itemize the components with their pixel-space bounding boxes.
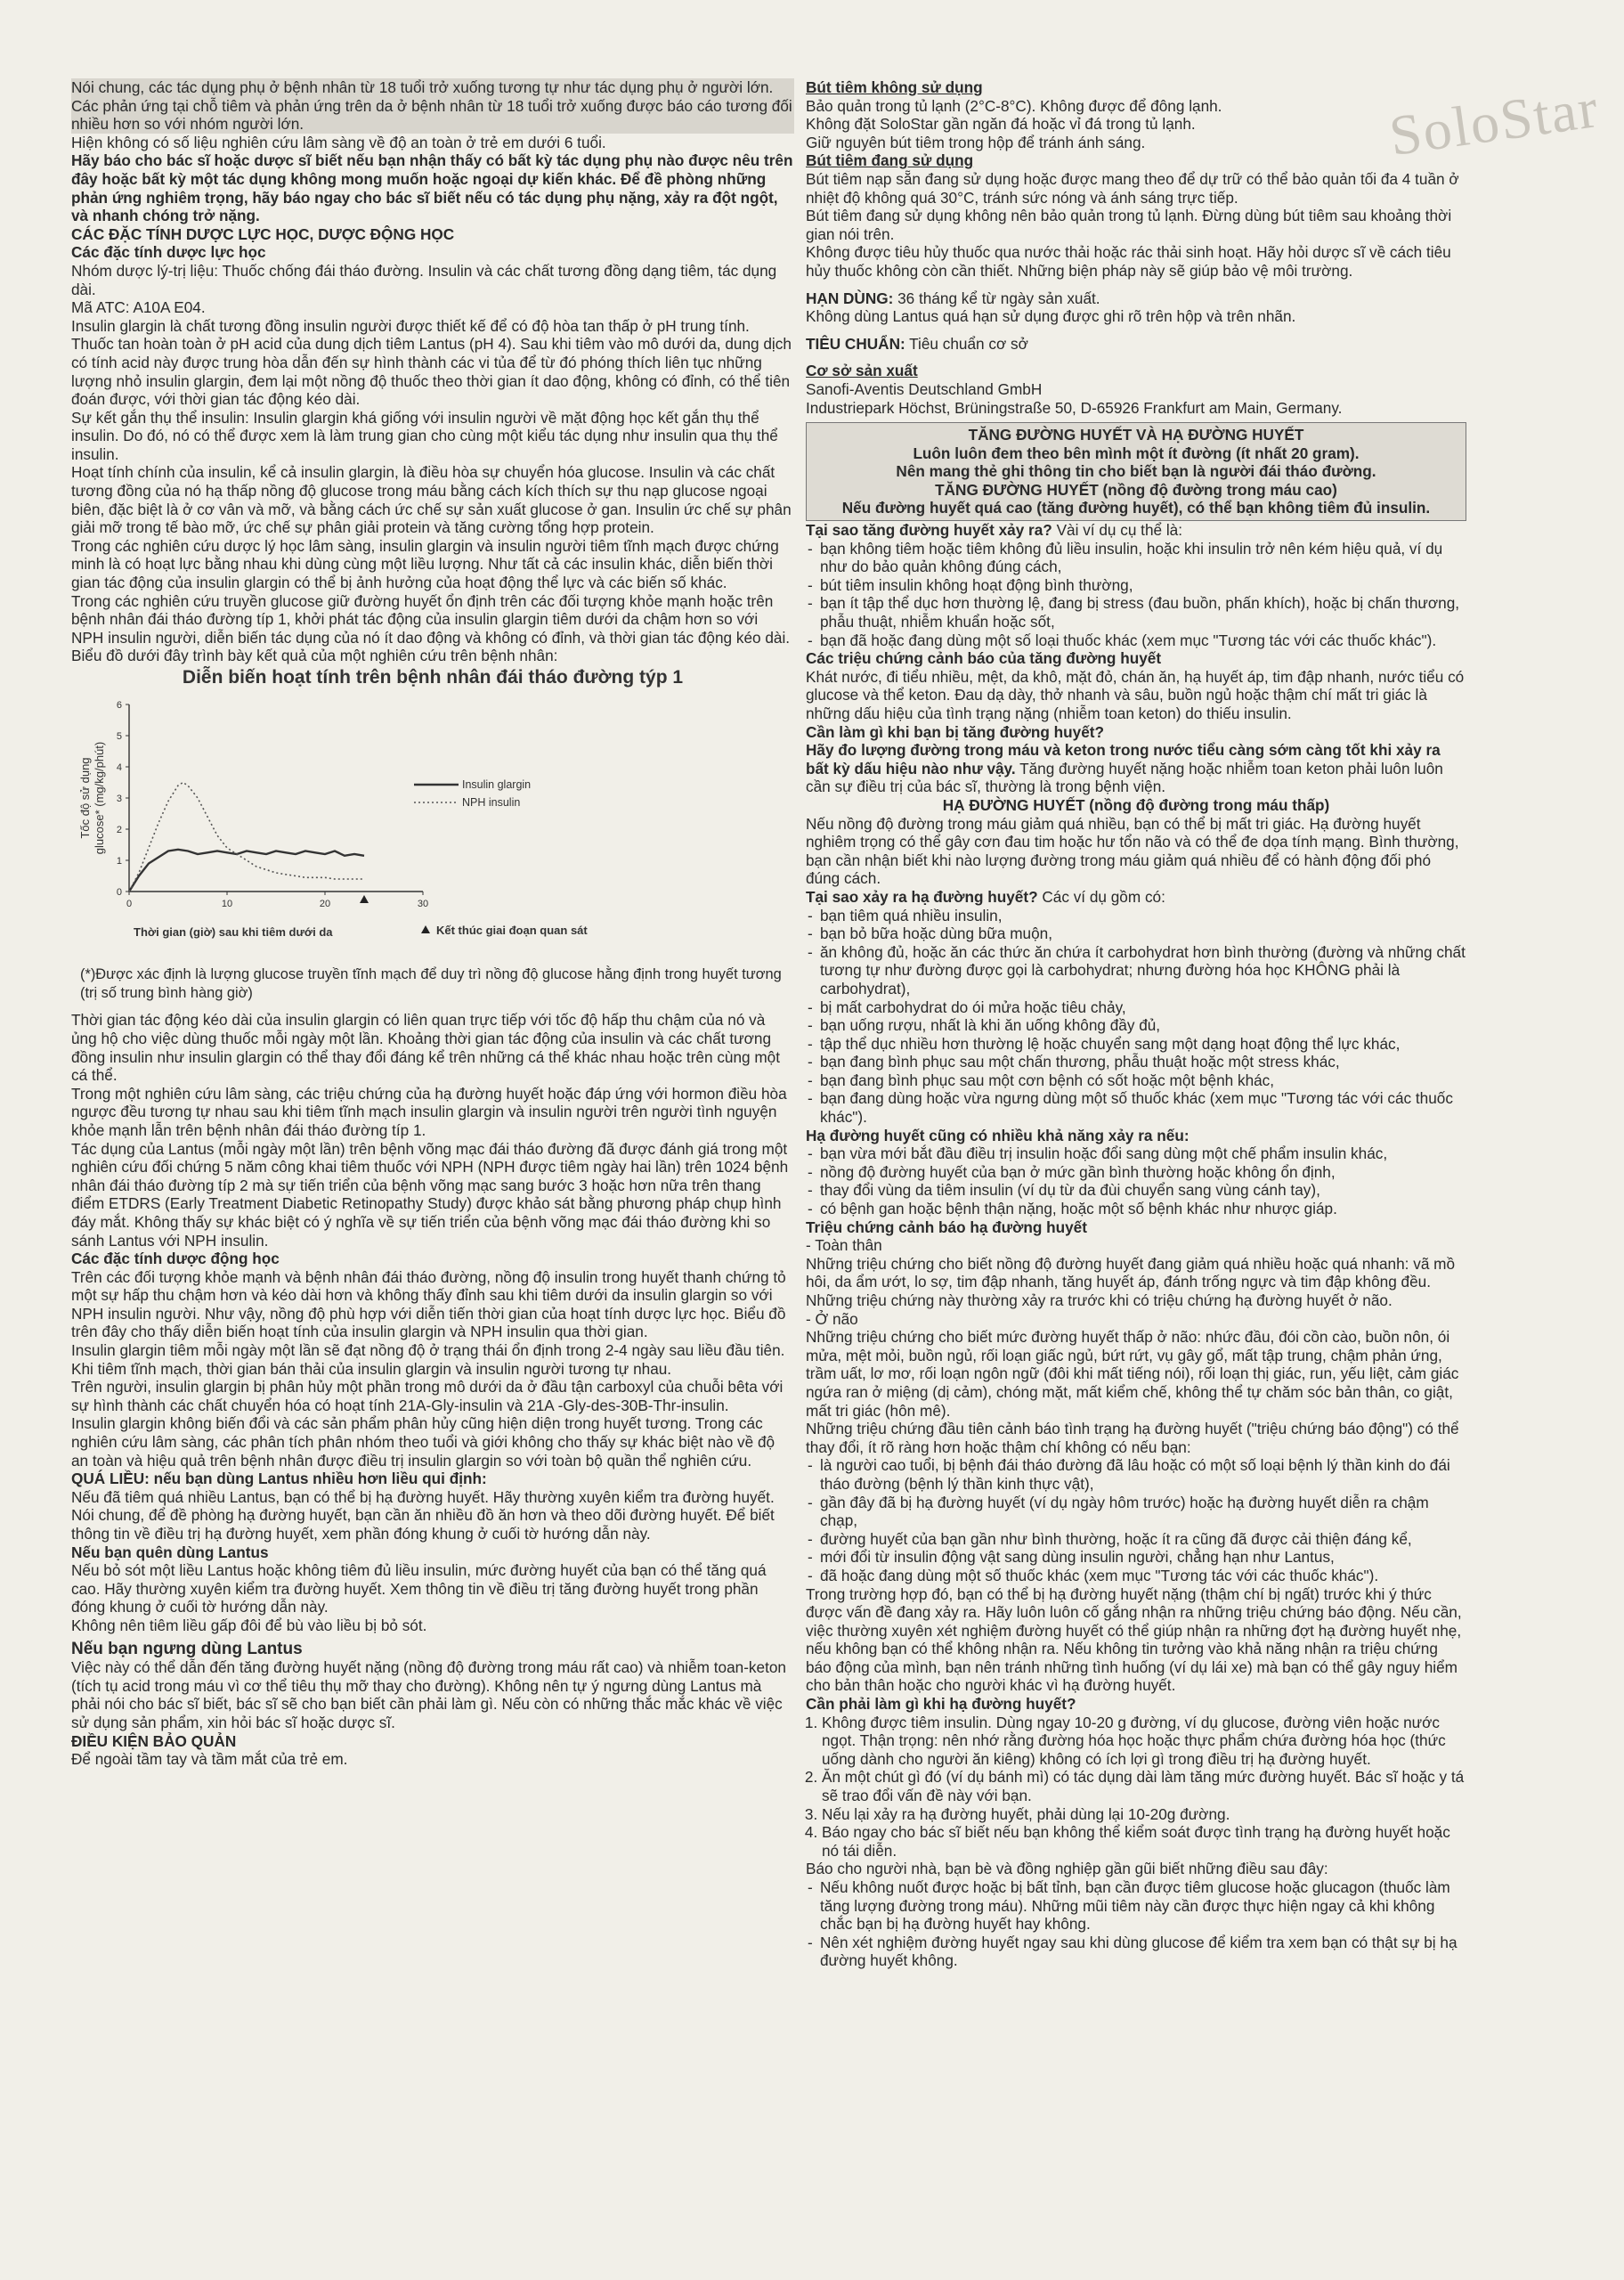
subsection-heading: Cần phải làm gì khi hạ đường huyết? <box>806 1695 1076 1714</box>
hypo-steps-list <box>806 1714 1466 1861</box>
paragraph-mixed <box>806 741 1466 796</box>
paragraph: Nếu bỏ sót một liều Lantus hoặc không tiêm đủ liều insulin, mức đường huyết của bạn có thể tăng quá cao. Hãy thường xuyên kiểm tra đường huyết. Xem thông tin về điều trị tăng đường huyết trong phần đóng khung ở cuối tờ hướng dẫn này. <box>71 1561 767 1616</box>
sub-label: - Ở não <box>806 1309 858 1328</box>
list-item: - bạn tiêm quá nhiều insulin, <box>806 907 1466 925</box>
paragraph: Bút tiêm đang sử dụng không nên bảo quản trong tủ lạnh. Đừng dùng bút tiêm sau khoảng thời gian nói trên. <box>806 207 1452 243</box>
standard-line <box>806 335 1466 354</box>
paragraph: Trong trường hợp đó, bạn có thể bị hạ đường huyết nặng (thậm chí bị ngất) trước khi ý thức được vấn đề đang xảy ra. Hãy luôn luôn cố gắng nhận ra những triệu chứng báo động. Nếu cần, việc thường xuyên xét nghiệm đường huyết có thể giúp nhận ra những đợt hạ đường huyết nhẹ, nếu không bạn có thể không nhận ra. Nếu không tin tưởng vào khả năng nhận ra triệu chứng báo động của mình, bạn nên tránh những tình huống (ví dụ lái xe) mà bạn có thể gây nguy hiểm cho bản thân hoặc cho người khác vì hạ đường huyết. <box>806 1584 1462 1695</box>
list-item: - có bệnh gan hoặc bệnh thận nặng, hoặc một số bệnh khác như nhược giáp. <box>806 1200 1466 1218</box>
question-line <box>806 521 1466 540</box>
expiry-label: HẠN DÙNG: <box>806 289 894 307</box>
question-line <box>806 888 1466 907</box>
list-item: - mới đổi từ insulin động vật sang dùng insulin người, chẳng hạn như Lantus, <box>806 1548 1466 1567</box>
instruction-tail: Tăng đường huyết nặng hoặc nhiễm toan keton phải luôn luôn cần sự điều trị của bác sĩ, thường là trong bệnh viện. <box>806 759 1443 796</box>
paragraph: Trong các nghiên cứu dược lý học lâm sàng, insulin glargin và insulin người tiêm tĩnh mạch được chứng minh là có hoạt lực bằng nhau khi dùng cùng một liều lượng. Như tất cả các insulin khác, diễn biến thời gian tác động của insulin glargin có thể bị ảnh hưởng của hoạt động thể lực và các biến số khác. <box>71 536 779 592</box>
paragraph: Khát nước, đi tiểu nhiều, mệt, da khô, mặt đỏ, chán ăn, hạ huyết áp, tim đập nhanh, nước tiểu có glucose và thể keton. Đau dạ dày, thở nhanh và sâu, buồn ngủ hoặc thậm chí mất tri giác là những dấu hiệu của tình trạng nặng (nhiễm toan keton) do thiếu insulin. <box>806 667 1465 722</box>
list-item: 3. Nếu lại xảy ra hạ đường huyết, phải dùng lại 10-20g đường. <box>822 1805 1466 1824</box>
paragraph: Giữ nguyên bút tiêm trong hộp để tránh ánh sáng. <box>806 133 1146 151</box>
y-tick-label: 6 <box>116 699 122 711</box>
paragraph: Trong các nghiên cứu truyền glucose giữ đường huyết ổn định trên các đối tượng khỏe mạnh hoặc trên bệnh nhân đái tháo đường típ 1, khởi phát tác động của insulin glargin tiêm dưới da chậm hơn so với NPH insulin người, diễn biến tác dụng của nó ít dao động và không có đỉnh, và thời gian tác động kéo dài. <box>71 591 791 647</box>
standard-value: Tiêu chuẩn cơ sở <box>905 334 1028 353</box>
paragraph: Nói chung, các tác dụng phụ ở bệnh nhân từ 18 tuổi trở xuống tương tự như tác dụng phụ ở người lớn. Các phản ứng tại chỗ tiêm và phản ứng trên da ở bệnh nhân từ 18 tuổi trở xuống được báo cáo tương đối nhiều hơn so với nhóm người lớn. <box>71 78 794 134</box>
end-marker-label: Kết thúc giai đoạn quan sát <box>436 923 588 937</box>
list-item: - bạn bỏ bữa hoặc dùng bữa muộn, <box>806 924 1466 943</box>
hyper-causes-list <box>806 540 1466 650</box>
hypo-causes-list <box>806 907 1466 1127</box>
end-marker-arrow <box>360 895 369 903</box>
legend-label: Insulin glargin <box>462 778 532 791</box>
y-axis-label: Tốc độ sử dụng <box>78 757 92 839</box>
paragraph: Những triệu chứng đầu tiên cảnh báo tình trạng hạ đường huyết ("triệu chứng báo động") có thể thay đổi, ít rõ ràng hơn hoặc thậm chí không có nếu bạn: <box>806 1420 1459 1456</box>
chart-title: Diễn biến hoạt tính trên bệnh nhân đái tháo đường týp 1 <box>182 667 684 688</box>
section-heading: ĐIỀU KIỆN BẢO QUẢN <box>71 1731 237 1750</box>
question: Tại sao tăng đường huyết xảy ra? <box>806 521 1052 540</box>
legend-label: NPH insulin <box>462 795 521 809</box>
expiry-line <box>806 289 1466 308</box>
list-item: - bút tiêm insulin không hoạt động bình thường, <box>806 576 1466 595</box>
list-item: - bạn vừa mới bắt đầu điều trị insulin hoặc đổi sang dùng một chế phẩm insulin khác, <box>806 1144 1466 1163</box>
y-tick-label: 4 <box>116 761 122 773</box>
paragraph: Khi tiêm tĩnh mạch, thời gian bán thải của insulin glargin và insulin người tương tự nhau. <box>71 1359 672 1378</box>
paragraph: Không được tiêu hủy thuốc qua nước thải hoặc rác thải sinh hoạt. Hãy hỏi dược sĩ về cách tiêu hủy thuốc không còn cần thiết. Những biện pháp này sẽ giúp bảo vệ môi trường. <box>806 243 1451 280</box>
y-axis-label: glucose* (mg/kg/phút) <box>93 741 106 854</box>
x-axis-label: Thời gian (giờ) sau khi tiêm dưới da <box>134 924 333 939</box>
manufacturer-heading: Cơ sở sản xuất <box>806 362 918 380</box>
paragraph: Hiện không có số liệu nghiên cứu lâm sàng về độ an toàn ở trẻ em dưới 6 tuổi. <box>71 133 606 151</box>
box-line: Luôn luôn đem theo bên mình một ít đường (ít nhất 20 gram). <box>913 444 1360 462</box>
subsection-heading: Nếu bạn ngưng dùng Lantus <box>71 1639 303 1658</box>
paragraph: Những triệu chứng cho biết nồng độ đường huyết đang giảm quá nhiều hoặc quá nhanh: vã mồ hôi, da ẩm ướt, lo sợ, tim đập nhanh, tăng huyết áp, đánh trống ngực và tim đập không đều. Những triệu chứng này thường xảy ra trước khi có triệu chứng hạ đường huyết ở não. <box>806 1254 1456 1309</box>
list-item: - bạn ít tập thể dục hơn thường lệ, đang bị stress (đau buồn, phấn khích), hoặc bị chấn thương, phẫu thuật, nhiễm khuẩn hoặc sốt, <box>806 594 1466 631</box>
standard-label: TIÊU CHUẨN: <box>806 334 905 353</box>
y-tick-label: 3 <box>116 793 122 804</box>
question-tail: Các ví dụ gồm có: <box>1037 887 1165 906</box>
list-item: - bạn đang bình phục sau một chấn thương, phẫu thuật hoặc một stress khác, <box>806 1053 1466 1071</box>
list-item: - bị mất carbohydrat do ói mửa hoặc tiêu chảy, <box>806 998 1466 1017</box>
paragraph: Không dùng Lantus quá hạn sử dụng được ghi rõ trên hộp và trên nhãn. <box>806 307 1296 326</box>
warning-paragraph: Hãy báo cho bác sĩ hoặc dược sĩ biết nếu bạn nhận thấy có bất kỳ tác dụng phụ nào được nêu trên đây hoặc bất kỳ một tác dụng không mong muốn hoặc ngoại dự kiến khác. Để đề phòng những phản ứng nghiêm trọng, hãy báo ngay cho bác sĩ biết nếu có tác dụng phụ nặng, xảy ra đột ngột, và nhanh chóng trở nặng. <box>71 151 793 225</box>
chart-footnote: (*)Được xác định là lượng glucose truyền tĩnh mạch để duy trì nồng độ glucose hằng định trong huyết tương (trị số trung bình hàng giờ) <box>80 966 782 1001</box>
section-heading: CÁC ĐẶC TÍNH DƯỢC LỰC HỌC, DƯỢC ĐỘNG HỌC <box>71 224 455 243</box>
paragraph: Bút tiêm nạp sẵn đang sử dụng hoặc được mang theo để dự trữ có thể bảo quản tối đa 4 tuần ở nhiệt độ không quá 30°C, tránh sức nóng và ánh sáng trực tiếp. <box>806 169 1459 207</box>
paragraph: Nhóm dược lý-trị liệu: Thuốc chống đái tháo đường. Insulin và các chất tương đồng dạng tiêm, tác dụng dài. <box>71 261 777 298</box>
box-line: TĂNG ĐƯỜNG HUYẾT (nồng độ đường trong máu cao) <box>935 480 1337 499</box>
subsection-heading: Các đặc tính dược lực học <box>71 243 266 262</box>
paragraph: Sự kết gắn thụ thể insulin: Insulin glargin khá giống với insulin người về mặt động học kết gắn thụ thể insulin. Do đó, nó có thể được xem là làm trung gian cho cùng một kiểu tác dụng như insulin qua thụ thể insulin. <box>71 408 778 463</box>
box-line: Nên mang thẻ ghi thông tin cho biết bạn là người đái tháo đường. <box>896 462 1376 481</box>
subsection-heading: Hạ đường huyết cũng có nhiều khả năng xảy ra nếu: <box>806 1126 1190 1144</box>
x-tick-label: 20 <box>319 898 331 909</box>
list-item: - gần đây đã bị hạ đường huyết (ví dụ ngày hôm trước) hoặc hạ đường huyết diễn ra chậm chạp, <box>806 1494 1466 1530</box>
left-column <box>71 78 794 1769</box>
x-tick-label: 0 <box>126 898 133 909</box>
paragraph: Insulin glargin không biến đổi và các sản phẩm phân hủy cũng hiện diện trong huyết tương. Trong các nghiên cứu lâm sàng, các phân tích phân nhóm theo tuổi và giới không cho thấy sự khác biệt nào về độ an toàn và hiệu quả trên bệnh nhân được điều trị insulin glargin so với toàn bộ quần thể nghiên cứu. <box>71 1414 775 1470</box>
list-item: 2. Ăn một chút gì đó (ví dụ bánh mì) có tác dụng dài làm tăng mức đường huyết. Bác sĩ hoặc y tá sẽ trao đổi vấn đề này với bạn. <box>822 1768 1466 1804</box>
expiry-value: 36 tháng kể từ ngày sản xuất. <box>893 289 1100 307</box>
right-column <box>806 78 1466 1970</box>
subsection-heading: Bút tiêm đang sử dụng <box>806 151 974 170</box>
paragraph: Việc này có thể dẫn đến tăng đường huyết nặng (nồng độ đường trong máu rất cao) và nhiễm toan-keton (tích tụ acid trong máu vì cơ thể tiêu thụ mỡ thay cho đường). Không nên tự ý ngưng dùng Lantus mà phải nói cho bác sĩ biết, bác sĩ sẽ cho bạn biết cần phải làm gì. Nếu còn có những thắc mắc khác về việc sử dụng sản phẩm, xin hỏi bác sĩ hoặc dược sĩ. <box>71 1658 786 1731</box>
paragraph: Trong một nghiên cứu lâm sàng, các triệu chứng của hạ đường huyết hoặc đáp ứng với hormon điều hòa ngược đều tương tự nhau sau khi tiêm tĩnh mạch insulin glargin và insulin người trên người tình nguyện khỏe mạnh lẫn trên bệnh nhân đái tháo đường típ 1. <box>71 1084 787 1139</box>
series-line-glargin <box>129 849 364 891</box>
list-item: - thay đổi vùng da tiêm insulin (ví dụ từ da đùi chuyển sang vùng cánh tay), <box>806 1181 1466 1200</box>
y-tick-label: 0 <box>116 886 122 898</box>
list-item: - là người cao tuổi, bị bệnh đái tháo đường đã lâu hoặc có một số loại bệnh lý thần kinh do đái tháo đường (bệnh lý thần kinh thực vật), <box>806 1456 1466 1493</box>
paragraph: Tác dụng của Lantus (mỗi ngày một lần) trên bệnh võng mạc đái tháo đường đã được đánh giá trong một nghiên cứu đối chứng 5 năm công khai tiêm thuốc với NPH (NPH được tiêm ngày hai lần) trên 1024 bệnh nhân đái tháo đường típ 2 mà sự tiến triển của bệnh võng mạc sang bước 3 hoặc hơn nữa trên thang điểm ETDRS (Early Treatment Diabetic Retinopathy Study) được khảo sát bằng phương pháp chụp hình đáy mắt. Không thấy sự khác biệt có ý nghĩa về sự tiến triển của bệnh võng mạc đái tháo đường khi so sánh Lantus với NPH insulin. <box>71 1139 789 1250</box>
paragraph: Báo cho người nhà, bạn bè và đồng nghiệp gần gũi biết những điều sau đây: <box>806 1860 1328 1878</box>
list-item: - bạn đang dùng hoặc vừa ngưng dùng một số thuốc khác (xem mục "Tương tác với các thuốc khác"). <box>806 1089 1466 1126</box>
paragraph: Nếu nồng độ đường trong máu giảm quá nhiều, bạn có thể bị mất tri giác. Hạ đường huyết nghiêm trọng có thể gây cơn đau tim hoặc hư tổn não và có thể đe dọa tính mạng. Bình thường, bạn cần nhận biết khi nào lượng đường trong máu giảm quá nhiều để có hành động đối phó đúng cách. <box>806 814 1459 888</box>
subsection-heading: Các đặc tính dược động học <box>71 1250 280 1268</box>
list-item: - Nếu không nuốt được hoặc bị bất tỉnh, bạn cần được tiêm glucose hoặc glucagon (thuốc làm tăng lượng đường trong máu). Những mũi tiêm này cần được thực hiện ngay cả khi không chắc bạn bị hạ đường huyết hay không. <box>806 1878 1466 1934</box>
manufacturer-address: Industriepark Höchst, Brüningstraße 50, D-65926 Frankfurt am Main, Germany. <box>806 398 1343 417</box>
hypo-heading: HẠ ĐƯỜNG HUYẾT (nồng độ đường trong máu thấp) <box>942 795 1330 814</box>
x-tick-label: 10 <box>221 898 233 909</box>
y-tick-label: 1 <box>116 855 122 867</box>
activity-chart <box>71 669 794 962</box>
paragraph: Thời gian tác động kéo dài của insulin glargin có liên quan trực tiếp với tốc độ hấp thu chậm của nó và ủng hộ cho việc dùng thuốc mỗi ngày một lần. Khoảng thời gian tác động của insulin và các chất tương đồng insulin như insulin glargin có thể thay đổi đáng kể trên những cá thể khác nhau hoặc trên cùng một cá thể. <box>71 1011 781 1085</box>
paragraph: Mã ATC: A10A E04. <box>71 298 206 317</box>
list-item: 1. Không được tiêm insulin. Dùng ngay 10-20 g đường, ví dụ glucose, đường viên hoặc nước ngọt. Thận trọng: nên nhớ rằng đường hóa học hoặc thực phẩm chứa đường hóa học (thức uống dành cho người ăn kiêng) không có ích lợi gì trong điều trị hạ đường huyết. <box>822 1714 1466 1769</box>
subsection-heading: Cần làm gì khi bạn bị tăng đường huyết? <box>806 722 1105 741</box>
paragraph: Những triệu chứng cho biết mức đường huyết thấp ở não: nhức đầu, đói cồn cào, buồn nôn, ói mửa, mệt mỏi, buồn ngủ, rối loạn giấc ngủ, bứt rứt, vụ gây gổ, mất tập trung, chậm phản ứng, trầm uất, lơ mơ, rối loạn ngôn ngữ (đôi khi mất tiếng nói), rối loạn thị giác, run, yếu liệt, cảm giác ngứa ran ở miệng (dị cảm), chóng mặt, mất kiểm chế, không thể tự chăm sóc bản thân, co giật, mất tri giác (hôn mê). <box>806 1328 1459 1420</box>
y-tick-label: 5 <box>116 730 122 742</box>
subsection-heading: Nếu bạn quên dùng Lantus <box>71 1543 269 1561</box>
hypo-likely-list <box>806 1144 1466 1217</box>
series-line-nph <box>129 782 364 892</box>
list-item: - bạn uống rượu, nhất là khi ăn uống không đầy đủ, <box>806 1016 1466 1035</box>
legend-end-arrow <box>421 925 430 933</box>
paragraph: Nếu đã tiêm quá nhiều Lantus, bạn có thể bị hạ đường huyết. Hãy thường xuyên kiểm tra đường huyết. Nói chung, để đề phòng hạ đường huyết, bạn cần ăn nhiều đồ ăn hơn và theo dõi đường huyết. Để biết thông tin về điều trị hạ đường huyết, xem phần đóng khung ở cuối tờ hướng dẫn này. <box>71 1487 775 1543</box>
sub-label: - Toàn thân <box>806 1236 882 1255</box>
list-item: - ăn không đủ, hoặc ăn các thức ăn chứa ít carbohydrat hơn bình thường (đường và những chất tương tự như đường được gọi là carbohydrat; nhưng đường hóa học KHÔNG phải là carbohydrat), <box>806 943 1466 998</box>
section-heading: QUÁ LIỀU: nếu bạn dùng Lantus nhiều hơn liều qui định: <box>71 1470 487 1488</box>
list-item: 4. Báo ngay cho bác sĩ biết nếu bạn không thể kiểm soát được tình trạng hạ đường huyết hoặc nó tái diễn. <box>822 1823 1466 1860</box>
paragraph: Hoạt tính chính của insulin, kể cả insulin glargin, là điều hòa sự chuyển hóa glucose. Insulin và các chất tương đồng của nó hạ thấp nồng độ glucose trong máu bằng cách kích thích sự thu nạp glucose ngoại biên, đặc biệt là ở cơ vân và mỡ, và bằng cách ức chế sự sản xuất glucose ở gan. Insulin ức chế sự phân giải mỡ trong tế bào mỡ, ức chế sự phân giải protein và tăng cường tổng hợp protein. <box>71 463 792 537</box>
bold-instruction: Hãy đo lượng đường trong máu và keton trong nước tiểu càng sớm càng tốt khi xảy ra bất kỳ dấu hiệu nào như vậy. <box>806 741 1441 778</box>
paragraph: Bảo quản trong tủ lạnh (2°C-8°C). Không được để đông lạnh. <box>806 96 1222 115</box>
paragraph: Trên người, insulin glargin bị phân hủy một phần trong mô dưới da ở đầu tận carboxyl của chuỗi bêta với sự hình thành các chất chuyển hóa có hoạt tính 21A-Gly-insulin và 21A -Gly-des-30B-Thr-insulin. <box>71 1378 784 1414</box>
paragraph: Biểu đồ dưới đây trình bày kết quả của một nghiên cứu trên bệnh nhân: <box>71 647 558 665</box>
box-title: TĂNG ĐƯỜNG HUYẾT VÀ HẠ ĐƯỜNG HUYẾT <box>968 426 1304 444</box>
list-item: - bạn đã hoặc đang dùng một số loại thuốc khác (xem mục "Tương tác với các thuốc khác"). <box>806 631 1466 650</box>
first-aid-list <box>806 1878 1466 1970</box>
paragraph: Không nên tiêm liều gấp đôi để bù vào liều bị bỏ sót. <box>71 1616 427 1634</box>
list-item: - đường huyết của bạn gần như bình thường, hoặc ít ra cũng đã được cải thiện đáng kể, <box>806 1530 1466 1549</box>
paragraph: Insulin glargin là chất tương đồng insulin người được thiết kế để có độ hòa tan thấp ở pH trung tính. Thuốc tan hoàn toàn ở pH acid của dung dịch tiêm Lantus (pH 4). Sau khi tiêm vào mô dưới da, dung dịch có tính acid này được trung hòa dẫn đến sự hình thành các vi tủa để từ đó phóng thích liên tục những lượng nhỏ insulin glargin, đem lại một nồng độ thuốc theo thời gian ít dao động, không có đỉnh, có thể tiên đoán được, với thời gian tác động kéo dài. <box>71 316 792 409</box>
subsection-heading: Bút tiêm không sử dụng <box>806 78 983 96</box>
paragraph: Insulin glargin tiêm mỗi ngày một lần sẽ đạt nồng độ ở trạng thái ổn định trong 2-4 ngày sau liều đầu tiên. <box>71 1341 785 1360</box>
list-item: - bạn đang bình phục sau một cơn bệnh có sốt hoặc một bệnh khác, <box>806 1071 1466 1090</box>
chart-svg <box>71 691 794 958</box>
y-tick-label: 2 <box>116 824 122 835</box>
watermark-text: SoloStar <box>1385 75 1604 168</box>
paragraph: Trên các đối tượng khỏe mạnh và bệnh nhân đái tháo đường, nồng độ insulin trong huyết thanh chứng tỏ một sự hấp thu chậm hơn và kéo dài hơn và không thấy đỉnh sau khi tiêm dưới da insulin glargin so với NPH insulin người. Như vậy, nồng độ phù hợp với diễn tiến thời gian của hoạt tính dược lực học. Biểu đồ trên đây cho thấy diễn biến hoạt tính của insulin glargin và NPH insulin qua thời gian. <box>71 1267 786 1341</box>
question: Tại sao xảy ra hạ đường huyết? <box>806 887 1038 906</box>
list-item: - nồng độ đường huyết của bạn ở mức gần bình thường hoặc không ổn định, <box>806 1163 1466 1182</box>
list-item: - Nên xét nghiệm đường huyết ngay sau khi dùng glucose để kiểm tra xem bạn có thật sự bị hạ đường huyết không. <box>806 1934 1466 1970</box>
list-item: - bạn không tiêm hoặc tiêm không đủ liều insulin, hoặc khi insulin trở nên kém hiệu quả, ví dụ như do bảo quản không đúng cách, <box>806 540 1466 576</box>
paragraph: Để ngoài tầm tay và tầm mắt của trẻ em. <box>71 1750 348 1769</box>
subsection-heading: Triệu chứng cảnh báo hạ đường huyết <box>806 1217 1087 1236</box>
subsection-heading: Các triệu chứng cảnh báo của tăng đường huyết <box>806 649 1162 668</box>
paragraph: Không đặt SoloStar gần ngăn đá hoặc vỉ đá trong tủ lạnh. <box>806 115 1196 134</box>
glucose-box-header <box>806 422 1466 521</box>
box-line: Nếu đường huyết quá cao (tăng đường huyết), có thể bạn không tiêm đủ insulin. <box>841 499 1431 517</box>
list-item: - đã hoặc đang dùng một số thuốc khác (xem mục "Tương tác với các thuốc khác"). <box>806 1567 1466 1585</box>
list-item: - tập thể dục nhiều hơn thường lệ hoặc chuyển sang một dạng hoạt động thể lực khác, <box>806 1035 1466 1054</box>
manufacturer-name: Sanofi-Aventis Deutschland GmbH <box>806 379 1043 398</box>
alarm-change-list <box>806 1456 1466 1584</box>
x-tick-label: 30 <box>417 898 429 909</box>
question-tail: Vài ví dụ cụ thể là: <box>1052 521 1182 540</box>
